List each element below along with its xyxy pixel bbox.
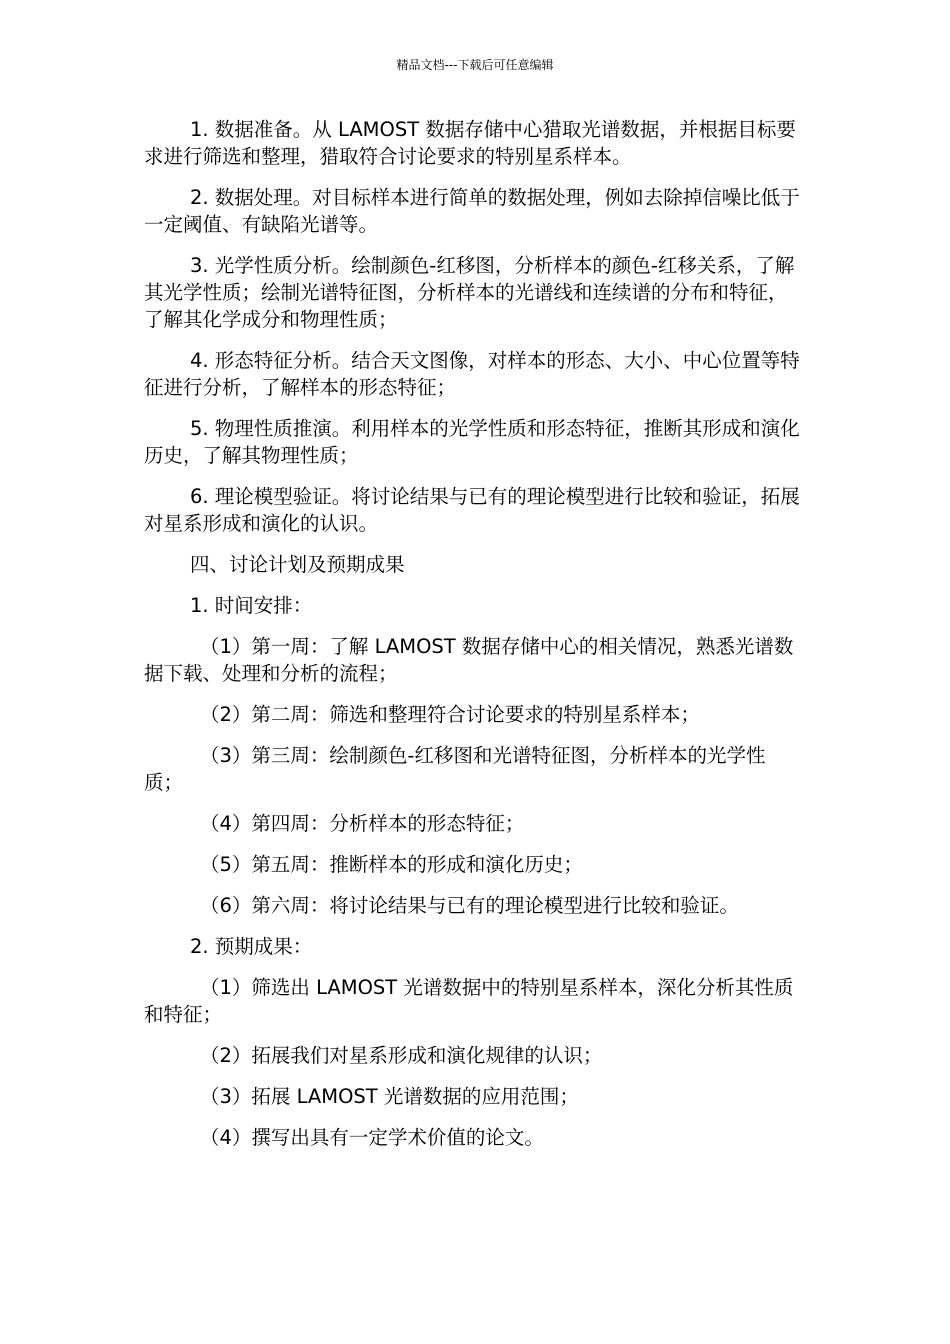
paragraph-step-2-data-processing: 2. 数据处理。对目标样本进行简单的数据处理，例如去除掉信噪比低于一定阈值、有缺陷光谱等。	[144, 186, 800, 236]
paragraph-step-5-physical-inference: 5. 物理性质推演。利用样本的光学性质和形态特征，推断其形成和演化历史，了解其物理性质；	[144, 417, 800, 467]
outcome-item-3: （3）拓展 LAMOST 光谱数据的应用范围；	[200, 1085, 579, 1108]
outcome-item-1: （1）筛选出 LAMOST 光谱数据中的特别星系样本，深化分析其性质和特征；	[144, 976, 794, 1026]
schedule-item-week-3: （3）第三周：绘制颜色-红移图和光谱特征图，分析样本的光学性质；	[144, 744, 766, 794]
paragraph-step-3-optical-analysis: 3. 光学性质分析。绘制颜色-红移图，分析样本的颜色-红移关系，了解其光学性质；绘制光谱特征图，分析样本的光谱线和连续谱的分布和特征，了解其化学成分和物理性质；	[144, 254, 795, 331]
schedule-item-week-1: （1）第一周：了解 LAMOST 数据存储中心的相关情况，熟悉光谱数据下载、处理和分析的流程；	[144, 635, 794, 685]
section-heading-plan-and-outcomes: 四、讨论计划及预期成果	[190, 553, 405, 576]
outcome-item-4: （4）撰写出具有一定学术价值的论文。	[200, 1126, 544, 1149]
subheading-expected-outcomes: 2. 预期成果：	[190, 935, 313, 958]
paragraph-step-1-data-preparation: 1. 数据准备。从 LAMOST 数据存储中心猎取光谱数据，并根据目标要求进行筛选和整理，猎取符合讨论要求的特别星系样本。	[144, 118, 796, 168]
paragraph-step-6-model-validation: 6. 理论模型验证。将讨论结果与已有的理论模型进行比较和验证，拓展对星系形成和演化的认识。	[144, 485, 800, 535]
schedule-item-week-6: （6）第六周：将讨论结果与已有的理论模型进行比较和验证。	[200, 894, 739, 917]
document-body	[144, 116, 804, 1165]
paragraph-step-4-morphology-analysis: 4. 形态特征分析。结合天文图像，对样本的形态、大小、中心位置等特征进行分析，了解样本的形态特征；	[144, 349, 800, 399]
subheading-schedule: 1. 时间安排：	[190, 594, 313, 617]
page-header: 精品文档---下载后可任意编辑	[396, 58, 554, 72]
schedule-item-week-2: （2）第二周：筛选和整理符合讨论要求的特别星系样本；	[200, 703, 700, 726]
schedule-item-week-4: （4）第四周：分析样本的形态特征；	[200, 812, 525, 835]
outcome-item-2: （2）拓展我们对星系形成和演化规律的认识；	[200, 1044, 603, 1067]
schedule-item-week-5: （5）第五周：推断样本的形成和演化历史；	[200, 853, 583, 876]
